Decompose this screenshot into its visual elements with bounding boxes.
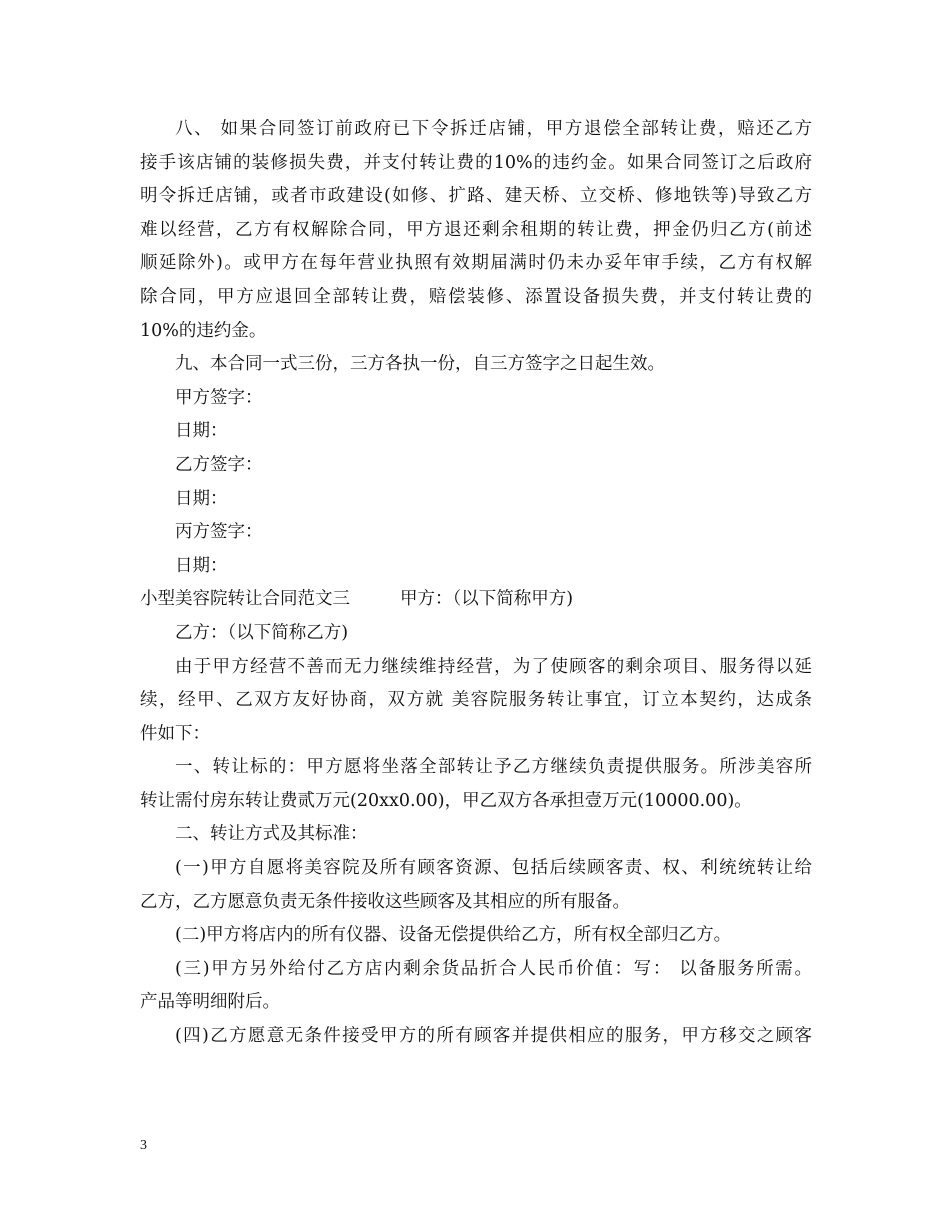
text-line <box>140 583 812 617</box>
text-line: 件如下： <box>140 723 210 744</box>
text-line: (三)甲方另外给付乙方店内剩余货品折合人民币价值：写： 以备服务所需。 <box>175 958 812 979</box>
contract-3-party-a: 甲方：（以下简称甲方) <box>400 589 574 610</box>
page-number: 3 <box>140 1138 147 1153</box>
signature-block <box>140 382 812 584</box>
party-b-date-label: 日期： <box>175 488 228 509</box>
text-line: 产品等明细附后。 <box>140 992 280 1013</box>
contract-3-clause-2-1 <box>140 852 812 919</box>
text-line: 10%的违约金。 <box>140 320 267 341</box>
party-b-signature-label: 乙方签字： <box>175 454 263 475</box>
contract-3-clause-2-title <box>140 818 812 852</box>
text-line: 除合同，甲方应退回全部转让费，赔偿装修、添置设备损失费，并支付转让费的 <box>140 286 812 307</box>
paragraph-clause-8 <box>140 113 812 348</box>
contract-3-clause-1 <box>140 751 812 818</box>
contract-3-intro <box>140 651 812 752</box>
text-line: 顺延除外)。或甲方在每年营业执照有效期届满时仍未办妥年审手续，乙方有权解 <box>140 253 812 274</box>
party-a-date-label: 日期： <box>175 421 228 442</box>
contract-3-party-b <box>140 617 812 651</box>
contract-3-title: 小型美容院转让合同范文三 <box>140 589 350 610</box>
party-c-signature-label: 丙方签字： <box>175 522 263 543</box>
text-line: 九、本合同一式三份，三方各执一份，自三方签字之日起生效。 <box>175 354 665 375</box>
text-line: 由于甲方经营不善而无力继续维持经营，为了使顾客的剩余项目、服务得以延 <box>175 656 812 677</box>
text-line: 乙方，乙方愿意负责无条件接收这些顾客及其相应的所有服备。 <box>140 891 630 912</box>
text-line: 接手该店铺的装修损失费，并支付转让费的10%的违约金。如果合同签订之后政府 <box>140 152 812 173</box>
text-line: (一)甲方自愿将美容院及所有顾客资源、包括后续顾客责、权、利统统转让给 <box>175 858 812 879</box>
party-a-signature-label: 甲方签字： <box>175 387 263 408</box>
contract-3-clause-2-3 <box>140 953 812 1020</box>
contract-3-clause-2-4 <box>140 1020 812 1054</box>
text-line: 乙方：（以下简称乙方) <box>175 622 349 643</box>
text-line: 续，经甲、乙双方友好协商，双方就 美容院服务转让事宜，订立本契约，达成条 <box>140 690 812 711</box>
text-line: 转让需付房东转让费贰万元(20xx0.00)，甲乙双方各承担壹万元(10000.00)。 <box>140 790 752 811</box>
text-line: 二、转让方式及其标准： <box>175 824 368 845</box>
paragraph-clause-9 <box>140 348 812 382</box>
text-line: 一、转让标的：甲方愿将坐落全部转让予乙方继续负责提供服务。所涉美容所 <box>175 757 812 778</box>
text-line: 难以经营，乙方有权解除合同，甲方退还剩余租期的转让费，押金仍归乙方(前述 <box>140 219 812 240</box>
text-line: 明令拆迁店铺，或者市政建设(如修、扩路、建天桥、立交桥、修地铁等)导致乙方 <box>140 186 812 207</box>
text-line: 八、 如果合同签订前政府已下令拆迁店铺，甲方退偿全部转让费，赔还乙方 <box>175 119 812 139</box>
document-body <box>140 113 812 1054</box>
text-line: (二)甲方将店内的所有仪器、设备无偿提供给乙方，所有权全部归乙方。 <box>175 925 732 946</box>
contract-3-heading <box>140 583 812 617</box>
party-c-date-label: 日期： <box>175 555 228 576</box>
contract-3-clause-2-2 <box>140 919 812 953</box>
text-line: (四)乙方愿意无条件接受甲方的所有顾客并提供相应的服务，甲方移交之顾客 <box>175 1026 812 1047</box>
